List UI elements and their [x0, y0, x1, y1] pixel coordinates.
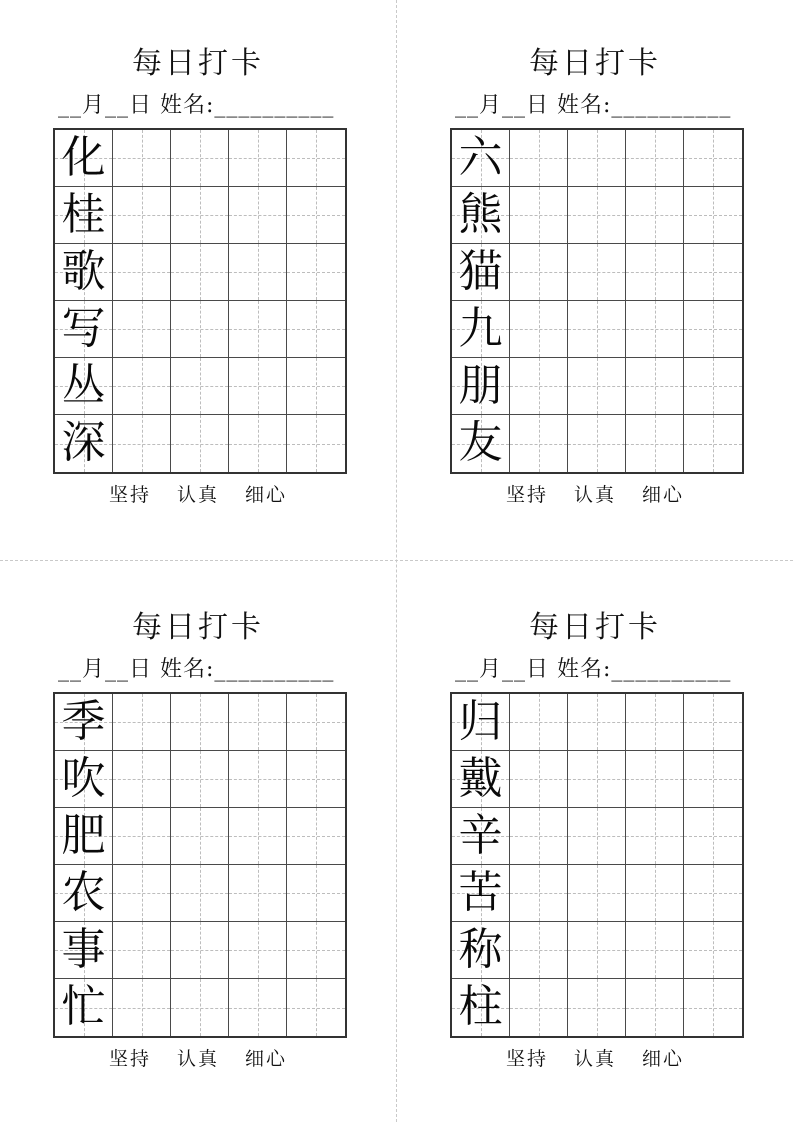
grid-cell — [568, 751, 626, 808]
grid-cell — [287, 751, 345, 808]
grid-cell — [229, 694, 287, 751]
grid-cell — [229, 244, 287, 301]
grid-cell — [684, 415, 742, 472]
grid-cell — [171, 979, 229, 1036]
grid-cell — [568, 694, 626, 751]
grid-cell — [287, 358, 345, 415]
practice-character: 写 — [61, 303, 106, 354]
grid-cell — [626, 865, 684, 922]
grid-cell — [626, 415, 684, 472]
grid-cell — [113, 244, 171, 301]
card-title: 每日打卡 — [132, 46, 264, 81]
grid-cell — [626, 694, 684, 751]
practice-character: 六 — [458, 132, 503, 183]
character-cell — [452, 922, 510, 979]
grid-cell — [684, 694, 742, 751]
grid-cell — [568, 301, 626, 358]
grid-cell — [113, 694, 171, 751]
character-cell — [55, 694, 113, 751]
character-cell — [55, 865, 113, 922]
grid-cell — [287, 244, 345, 301]
practice-character: 农 — [61, 867, 106, 918]
practice-character: 熊 — [458, 189, 503, 240]
grid-cell — [568, 130, 626, 187]
grid-cell — [171, 415, 229, 472]
grid-cell — [229, 358, 287, 415]
grid-cell — [568, 244, 626, 301]
grid-cell — [684, 865, 742, 922]
grid-cell — [287, 694, 345, 751]
practice-character: 桂 — [61, 189, 106, 240]
motto-word: 细心 — [642, 1048, 685, 1070]
grid-cell — [171, 301, 229, 358]
grid-cell — [510, 922, 568, 979]
character-cell — [452, 694, 510, 751]
practice-character: 九 — [458, 303, 503, 354]
motto-word: 坚持 — [108, 1048, 151, 1070]
grid-cell — [684, 808, 742, 865]
practice-character: 忙 — [61, 981, 106, 1032]
grid-cell — [510, 187, 568, 244]
practice-character: 苦 — [458, 867, 503, 918]
character-cell — [452, 808, 510, 865]
grid-cell — [626, 751, 684, 808]
practice-character: 戴 — [458, 753, 503, 804]
grid-cell — [510, 130, 568, 187]
practice-character: 歌 — [61, 246, 106, 297]
practice-character: 柱 — [458, 981, 503, 1032]
practice-character: 友 — [458, 417, 503, 468]
card-title: 每日打卡 — [529, 610, 661, 645]
grid-cell — [287, 187, 345, 244]
character-cell — [55, 979, 113, 1036]
grid-cell — [510, 358, 568, 415]
grid-cell — [510, 808, 568, 865]
grid-cell — [229, 865, 287, 922]
grid-cell — [510, 694, 568, 751]
grid-cell — [684, 922, 742, 979]
motto-word: 认真 — [573, 1048, 616, 1070]
grid-cell — [684, 244, 742, 301]
grid-cell — [113, 979, 171, 1036]
grid-cell — [287, 415, 345, 472]
grid-cell — [626, 301, 684, 358]
grid-cell — [287, 979, 345, 1036]
motto-row — [450, 1046, 740, 1072]
grid-cell — [171, 808, 229, 865]
grid-cell — [171, 922, 229, 979]
character-cell — [452, 187, 510, 244]
practice-grid — [450, 128, 744, 474]
grid-cell — [171, 751, 229, 808]
character-cell — [55, 922, 113, 979]
character-cell — [55, 187, 113, 244]
motto-word: 认真 — [176, 1048, 219, 1070]
grid-cell — [113, 130, 171, 187]
grid-cell — [626, 244, 684, 301]
practice-grid — [53, 692, 347, 1038]
grid-cell — [113, 358, 171, 415]
motto-row — [53, 482, 343, 508]
grid-cell — [626, 979, 684, 1036]
grid-cell — [568, 865, 626, 922]
grid-cell — [684, 358, 742, 415]
grid-cell — [626, 922, 684, 979]
grid-cell — [113, 808, 171, 865]
grid-cell — [510, 301, 568, 358]
grid-cell — [171, 130, 229, 187]
character-cell — [452, 415, 510, 472]
card-title: 每日打卡 — [132, 610, 264, 645]
grid-cell — [510, 979, 568, 1036]
grid-cell — [568, 808, 626, 865]
grid-cell — [229, 415, 287, 472]
motto-word: 坚持 — [108, 484, 151, 506]
grid-cell — [113, 751, 171, 808]
practice-character: 丛 — [61, 360, 106, 411]
grid-cell — [626, 808, 684, 865]
grid-cell — [171, 358, 229, 415]
character-cell — [55, 244, 113, 301]
character-cell — [55, 301, 113, 358]
practice-card-bottom-left — [0, 564, 396, 1122]
practice-card-bottom-right — [397, 564, 793, 1122]
practice-character: 归 — [458, 696, 503, 747]
practice-character: 称 — [458, 924, 503, 975]
grid-cell — [287, 922, 345, 979]
grid-cell — [684, 130, 742, 187]
practice-card-top-right — [397, 0, 793, 561]
card-title: 每日打卡 — [529, 46, 661, 81]
grid-cell — [287, 301, 345, 358]
grid-cell — [113, 865, 171, 922]
character-cell — [452, 301, 510, 358]
grid-cell — [229, 922, 287, 979]
motto-word: 细心 — [245, 484, 288, 506]
grid-cell — [510, 751, 568, 808]
grid-cell — [229, 187, 287, 244]
character-cell — [452, 244, 510, 301]
practice-character: 事 — [61, 924, 106, 975]
grid-cell — [171, 244, 229, 301]
grid-cell — [171, 694, 229, 751]
practice-character: 深 — [61, 417, 106, 468]
grid-cell — [684, 301, 742, 358]
grid-cell — [229, 301, 287, 358]
practice-grid — [450, 692, 744, 1038]
grid-cell — [568, 187, 626, 244]
grid-cell — [229, 979, 287, 1036]
motto-word: 细心 — [245, 1048, 288, 1070]
grid-cell — [568, 358, 626, 415]
motto-row — [53, 1046, 343, 1072]
character-cell — [452, 358, 510, 415]
grid-cell — [510, 865, 568, 922]
practice-character: 季 — [61, 696, 106, 747]
date-name-line: __月__日 姓名:__________ — [455, 657, 732, 682]
practice-character: 朋 — [458, 360, 503, 411]
grid-cell — [113, 922, 171, 979]
character-cell — [452, 865, 510, 922]
grid-cell — [684, 187, 742, 244]
motto-row — [450, 482, 740, 508]
practice-card-top-left — [0, 0, 396, 561]
grid-cell — [626, 130, 684, 187]
character-cell — [55, 808, 113, 865]
grid-cell — [626, 358, 684, 415]
grid-cell — [229, 130, 287, 187]
character-cell — [55, 130, 113, 187]
grid-cell — [568, 979, 626, 1036]
practice-grid — [53, 128, 347, 474]
grid-cell — [568, 415, 626, 472]
practice-character: 猫 — [458, 246, 503, 297]
motto-word: 认真 — [573, 484, 616, 506]
grid-cell — [510, 415, 568, 472]
grid-cell — [229, 808, 287, 865]
character-cell — [55, 358, 113, 415]
character-cell — [55, 751, 113, 808]
date-name-line: __月__日 姓名:__________ — [455, 93, 732, 118]
grid-cell — [684, 979, 742, 1036]
grid-cell — [113, 301, 171, 358]
grid-cell — [568, 922, 626, 979]
grid-cell — [684, 751, 742, 808]
character-cell — [452, 979, 510, 1036]
practice-character: 肥 — [61, 810, 106, 861]
practice-character: 辛 — [458, 810, 503, 861]
grid-cell — [287, 808, 345, 865]
grid-cell — [171, 187, 229, 244]
date-name-line: __月__日 姓名:__________ — [58, 93, 335, 118]
character-cell — [452, 130, 510, 187]
grid-cell — [287, 865, 345, 922]
practice-character: 吹 — [61, 753, 106, 804]
motto-word: 坚持 — [505, 484, 548, 506]
date-name-line: __月__日 姓名:__________ — [58, 657, 335, 682]
motto-word: 坚持 — [505, 1048, 548, 1070]
grid-cell — [626, 187, 684, 244]
character-cell — [452, 751, 510, 808]
motto-word: 细心 — [642, 484, 685, 506]
practice-character: 化 — [61, 132, 106, 183]
motto-word: 认真 — [176, 484, 219, 506]
grid-cell — [287, 130, 345, 187]
grid-cell — [229, 751, 287, 808]
grid-cell — [113, 415, 171, 472]
grid-cell — [171, 865, 229, 922]
character-cell — [55, 415, 113, 472]
grid-cell — [510, 244, 568, 301]
grid-cell — [113, 187, 171, 244]
